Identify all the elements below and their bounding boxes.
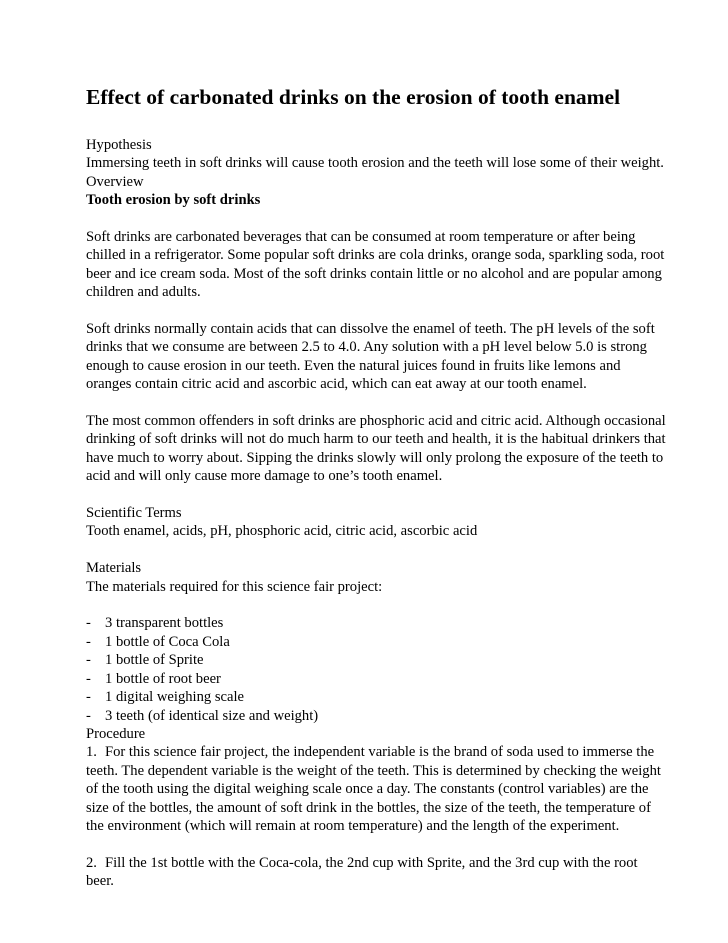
list-item [86,614,666,632]
spacer [86,596,666,614]
list-item-text: 3 transparent bottles [105,615,224,632]
overview-paragraph: Soft drinks are carbonated beverages that can be consumed at room temperature or after being chilled in a refrigerator. Some popular soft drinks are cola drinks, orange soda, sparkling soda, root beer and ice cream soda. Most of the soft drinks contain little or no alcohol and are popular among children and adults. [86,229,665,301]
list-bullet: - [86,633,91,650]
step-number: 2. [86,854,97,871]
spacer [86,302,666,320]
step-text: For this science fair project, the independent variable is the brand of soda used to immerse the teeth. The dependent variable is the weight of the teeth. This is determined by checking the weight of the tooth using the digital weighing scale once a day. The constants (control variables) are the size of the bottles, the amount of soft drink in the bottles, the size of the teeth, the temperature of the environment (which will remain at room temperature) and the length of the experiment. [86,744,661,834]
list-item [86,651,666,669]
scientific-terms-text: Tooth enamel, acids, pH, phosphoric acid, citric acid, ascorbic acid [86,523,478,540]
list-item-text: 3 teeth (of identical size and weight) [105,707,319,724]
list-item-text: 1 bottle of Sprite [105,652,204,669]
hypothesis-text: Immersing teeth in soft drinks will cause tooth erosion and the teeth will lose some of their weight. [86,155,664,172]
spacer [86,394,666,412]
hypothesis-heading: Hypothesis [86,137,152,153]
overview-paragraph: The most common offenders in soft drinks are phosphoric acid and citric acid. Although occasional drinking of soft drinks will not do much harm to our teeth and health, it is the habitual drinkers that have much to worry about. Sipping the drinks slowly will only prolong the exposure of the teeth to acid and will only cause more damage to one’s tooth enamel. [86,413,666,485]
list-item [86,707,666,725]
materials-list [86,614,666,724]
list-bullet: - [86,707,91,724]
spacer [86,486,666,504]
list-item [86,688,666,706]
list-item-text: 1 bottle of root beer [105,670,221,687]
document-page [86,84,666,891]
list-item [86,670,666,688]
materials-heading: Materials [86,560,142,577]
procedure-step [86,743,666,835]
list-item-text: 1 digital weighing scale [105,689,245,706]
spacer [86,835,666,853]
procedure-heading: Procedure [86,725,146,742]
list-bullet: - [86,652,91,669]
list-bullet: - [86,670,91,687]
list-bullet: - [86,615,91,632]
spacer [86,210,666,228]
overview-paragraph: Soft drinks normally contain acids that can dissolve the enamel of teeth. The pH levels of the soft drinks that we consume are between 2.5 to 4.0. Any solution with a pH level below 5.0 is strong enough to cause erosion in our teeth. Even the natural juices found in fruits like lemons and oranges contain citric acid and ascorbic acid, which can eat away at our tooth enamel. [86,321,655,393]
list-item [86,633,666,651]
materials-intro: The materials required for this science fair project: [86,578,383,595]
scientific-terms-heading: Scientific Terms [86,505,182,522]
overview-heading: Overview [86,173,144,190]
step-text: Fill the 1st bottle with the Coca-cola, the 2nd cup with Sprite, and the 3rd cup with the root beer. [86,854,638,890]
overview-subheading: Tooth erosion by soft drinks [86,192,261,209]
list-item-text: 1 bottle of Coca Cola [105,633,230,650]
spacer [86,541,666,559]
step-number: 1. [86,744,97,761]
list-bullet: - [86,689,91,706]
document-title: Effect of carbonated drinks on the erosion of tooth enamel [86,85,621,109]
procedure-step [86,854,666,891]
